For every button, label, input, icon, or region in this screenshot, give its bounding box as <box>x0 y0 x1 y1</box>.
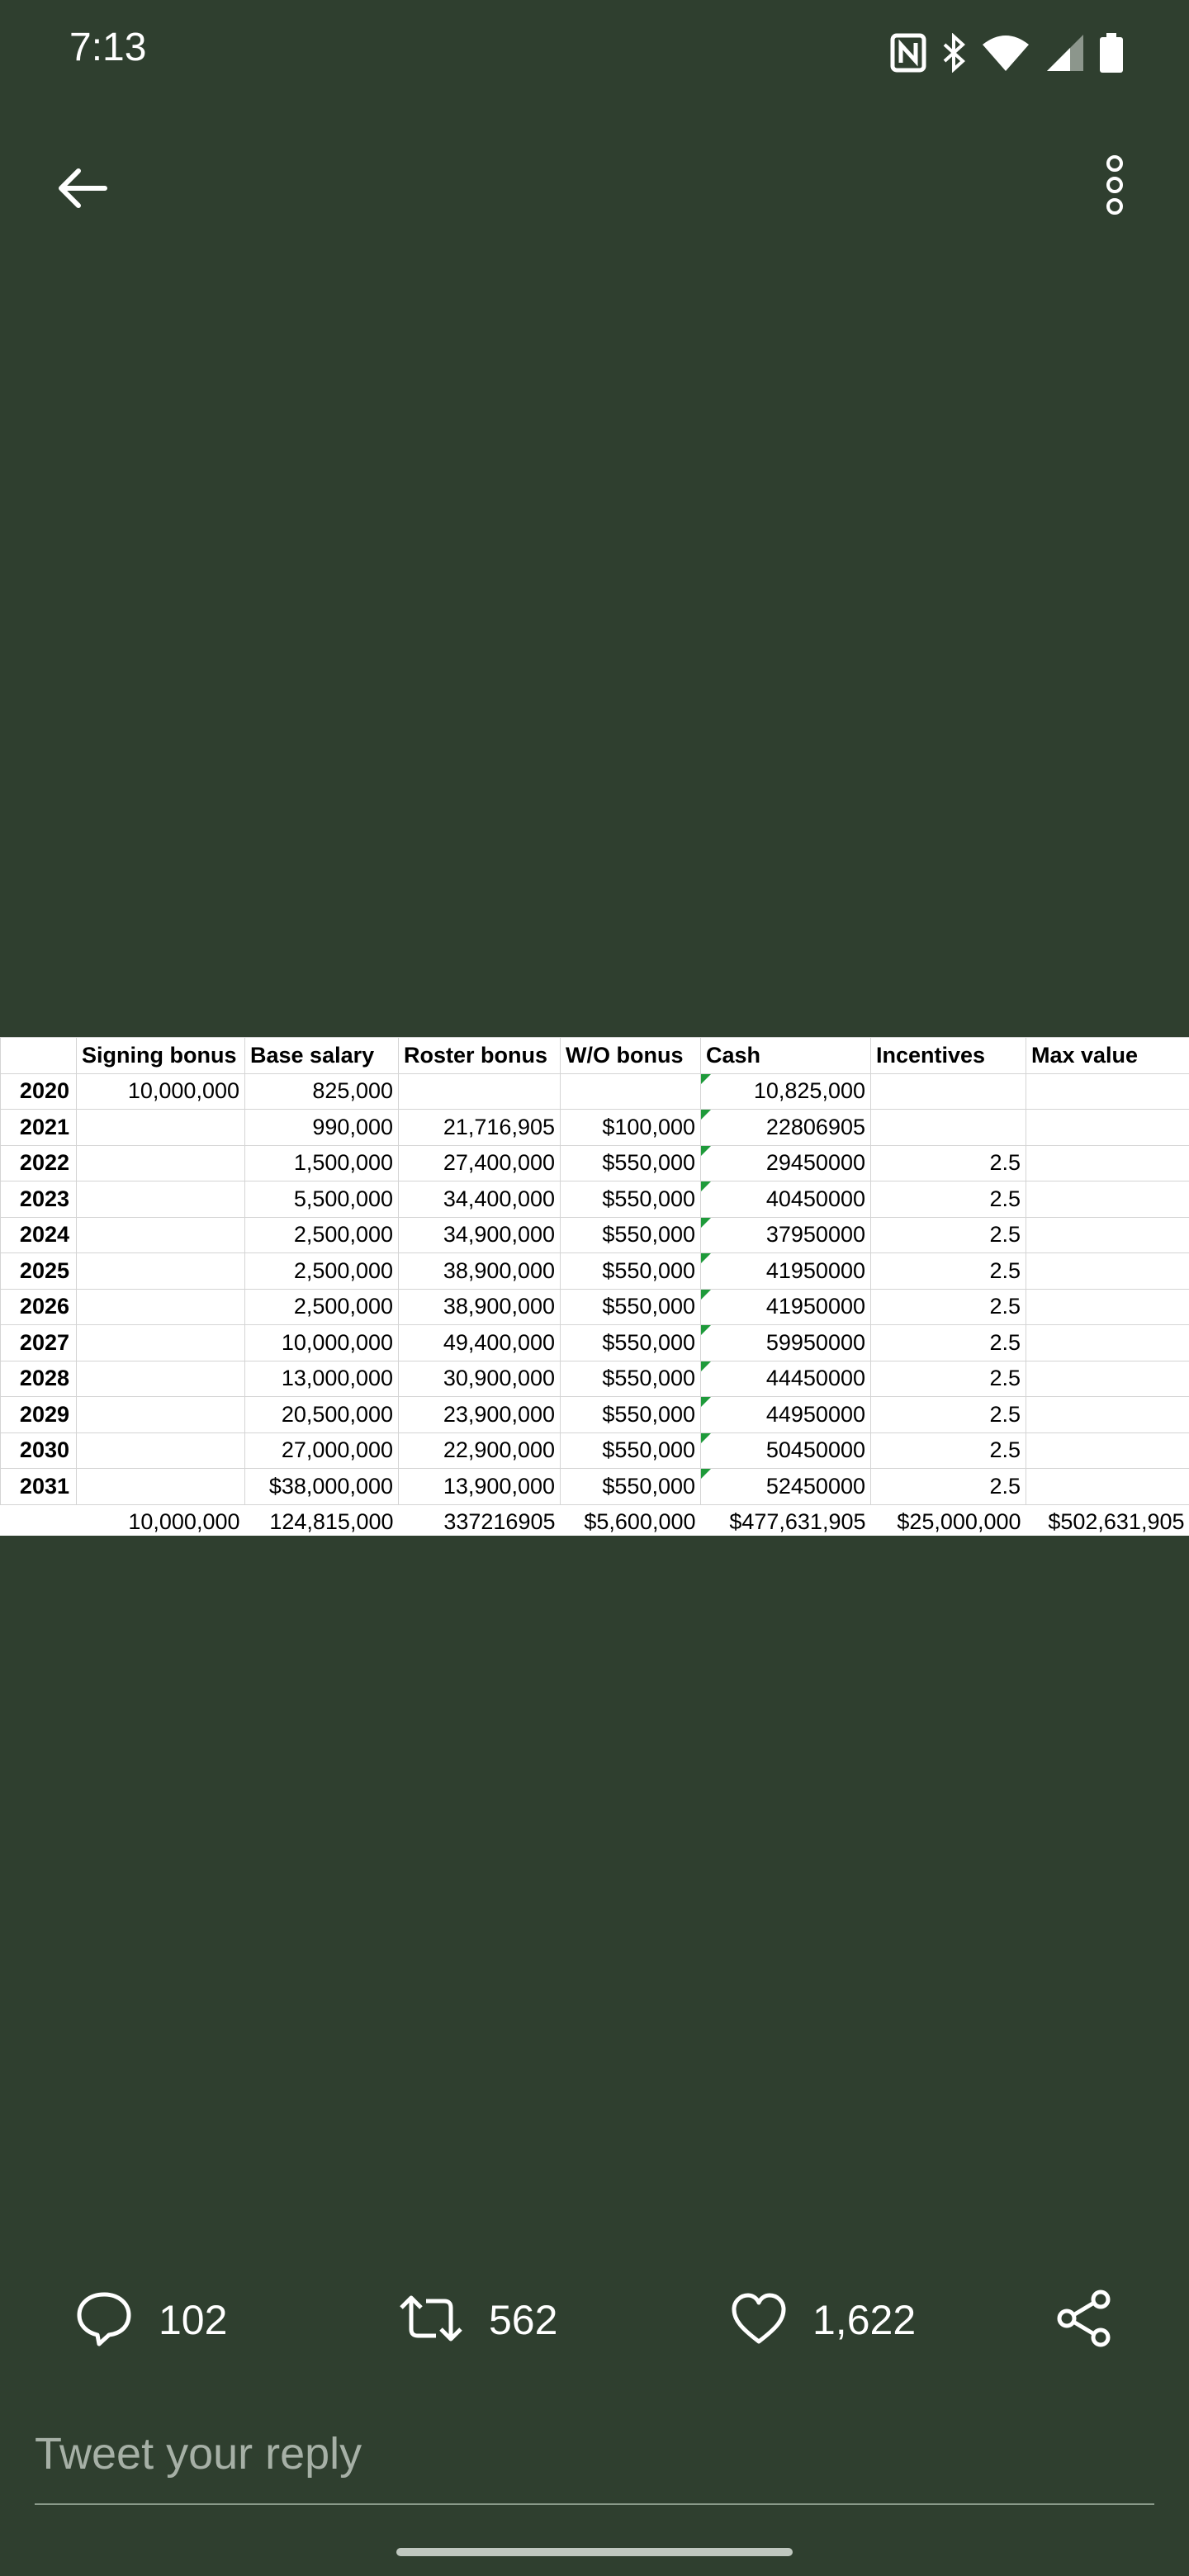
total-cell <box>1 1504 77 1536</box>
table-row <box>1 1217 1189 1253</box>
table-cell: 38,900,000 <box>399 1289 561 1325</box>
table-cell <box>1026 1145 1189 1181</box>
table-row <box>1 1325 1189 1361</box>
table-cell: 2.5 <box>871 1361 1026 1397</box>
table-cell: 21,716,905 <box>399 1110 561 1146</box>
table-cell: 13,000,000 <box>245 1361 399 1397</box>
reply-input[interactable] <box>35 2421 1154 2505</box>
table-cell <box>1026 1073 1189 1110</box>
more-vertical-icon <box>1105 154 1125 220</box>
table-row <box>1 1469 1189 1505</box>
table-cell: $550,000 <box>561 1361 701 1397</box>
table-cell: 44450000 <box>701 1361 871 1397</box>
table-cell: $550,000 <box>561 1397 701 1433</box>
back-button[interactable] <box>50 157 116 223</box>
total-cell: $477,631,905 <box>701 1504 871 1536</box>
table-cell <box>871 1073 1026 1110</box>
arrow-left-icon <box>57 168 108 213</box>
table-cell: 5,500,000 <box>245 1181 399 1218</box>
table-row <box>1 1397 1189 1433</box>
table-cell: $550,000 <box>561 1253 701 1290</box>
table-cell: 825,000 <box>245 1073 399 1110</box>
table-cell: 1,500,000 <box>245 1145 399 1181</box>
table-row <box>1 1073 1189 1110</box>
table-row <box>1 1253 1189 1290</box>
reply-placeholder: Tweet your reply <box>35 2429 362 2479</box>
year-cell: 2029 <box>1 1397 77 1433</box>
contract-table <box>0 1037 1189 1536</box>
year-cell: 2026 <box>1 1289 77 1325</box>
total-cell: $25,000,000 <box>871 1504 1026 1536</box>
table-cell: 52450000 <box>701 1469 871 1505</box>
table-row <box>1 1361 1189 1397</box>
table-cell: 49,400,000 <box>399 1325 561 1361</box>
table-cell: 2,500,000 <box>245 1217 399 1253</box>
table-row <box>1 1110 1189 1146</box>
like-button[interactable] <box>730 2279 916 2361</box>
table-row <box>1 1145 1189 1181</box>
heart-icon <box>730 2292 788 2349</box>
table-cell: 20,500,000 <box>245 1397 399 1433</box>
like-count: 1,622 <box>812 2297 917 2343</box>
table-cell <box>561 1073 701 1110</box>
header-cell: Signing bonus <box>77 1038 245 1074</box>
wifi-icon <box>981 33 1030 73</box>
table-cell: 34,400,000 <box>399 1181 561 1218</box>
status-bar <box>0 0 1189 99</box>
table-cell: 38,900,000 <box>399 1253 561 1290</box>
table-cell <box>1026 1181 1189 1218</box>
header-cell: W/O bonus <box>561 1038 701 1074</box>
header-cell: Cash <box>701 1038 871 1074</box>
table-cell <box>1026 1110 1189 1146</box>
table-cell: $550,000 <box>561 1181 701 1218</box>
table-cell: 41950000 <box>701 1253 871 1290</box>
table-cell: 10,000,000 <box>77 1073 245 1110</box>
more-options-button[interactable] <box>1082 154 1148 220</box>
table-cell: 41950000 <box>701 1289 871 1325</box>
table-cell <box>77 1217 245 1253</box>
table-cell: $550,000 <box>561 1469 701 1505</box>
table-cell: $550,000 <box>561 1289 701 1325</box>
table-cell: 22806905 <box>701 1110 871 1146</box>
table-cell: 2.5 <box>871 1397 1026 1433</box>
table-row <box>1 1181 1189 1218</box>
table-cell <box>77 1181 245 1218</box>
reply-count: 102 <box>159 2297 228 2343</box>
table-cell <box>77 1397 245 1433</box>
year-cell: 2025 <box>1 1253 77 1290</box>
total-cell: $502,631,905 <box>1026 1504 1189 1536</box>
retweet-button[interactable] <box>398 2279 557 2361</box>
table-cell: 2.5 <box>871 1325 1026 1361</box>
home-indicator[interactable] <box>396 2548 793 2556</box>
table-cell: 2.5 <box>871 1217 1026 1253</box>
year-cell: 2024 <box>1 1217 77 1253</box>
table-cell: 13,900,000 <box>399 1469 561 1505</box>
table-row <box>1 1289 1189 1325</box>
table-cell <box>77 1145 245 1181</box>
table-cell <box>1026 1469 1189 1505</box>
table-cell: $550,000 <box>561 1217 701 1253</box>
table-cell: $550,000 <box>561 1432 701 1469</box>
header-cell: Base salary <box>245 1038 399 1074</box>
retweet-count: 562 <box>489 2297 558 2343</box>
total-cell: 124,815,000 <box>245 1504 399 1536</box>
total-cell: 10,000,000 <box>77 1504 245 1536</box>
share-icon <box>1055 2290 1113 2351</box>
table-cell <box>871 1110 1026 1146</box>
table-cell <box>1026 1397 1189 1433</box>
table-cell: 40450000 <box>701 1181 871 1218</box>
table-cell: 2.5 <box>871 1253 1026 1290</box>
table-cell: 2.5 <box>871 1145 1026 1181</box>
table-cell: 2,500,000 <box>245 1253 399 1290</box>
table-cell <box>77 1325 245 1361</box>
comment-icon <box>74 2290 134 2351</box>
table-cell <box>77 1469 245 1505</box>
table-cell: 2.5 <box>871 1289 1026 1325</box>
table-cell: 37950000 <box>701 1217 871 1253</box>
bluetooth-icon <box>941 33 966 73</box>
table-header-row <box>1 1038 1189 1074</box>
table-cell <box>77 1289 245 1325</box>
table-cell: 10,825,000 <box>701 1073 871 1110</box>
reply-button[interactable] <box>74 2279 227 2361</box>
year-cell: 2020 <box>1 1073 77 1110</box>
table-cell <box>399 1073 561 1110</box>
table-cell: 30,900,000 <box>399 1361 561 1397</box>
table-cell <box>1026 1289 1189 1325</box>
table-cell: 2.5 <box>871 1432 1026 1469</box>
table-cell: 2.5 <box>871 1181 1026 1218</box>
battery-icon <box>1100 33 1123 73</box>
table-cell: $550,000 <box>561 1325 701 1361</box>
table-cell: 10,000,000 <box>245 1325 399 1361</box>
year-cell: 2027 <box>1 1325 77 1361</box>
retweet-icon <box>398 2293 464 2348</box>
table-cell: 23,900,000 <box>399 1397 561 1433</box>
year-cell: 2030 <box>1 1432 77 1469</box>
header-cell: Max value <box>1026 1038 1189 1074</box>
year-cell: 2023 <box>1 1181 77 1218</box>
table-cell: 27,000,000 <box>245 1432 399 1469</box>
signal-icon <box>1045 33 1085 73</box>
table-cell <box>1026 1432 1189 1469</box>
table-row <box>1 1432 1189 1469</box>
table-cell <box>1026 1325 1189 1361</box>
year-cell: 2031 <box>1 1469 77 1505</box>
table-cell <box>1026 1361 1189 1397</box>
year-cell: 2021 <box>1 1110 77 1146</box>
spreadsheet-image[interactable] <box>0 1037 1189 1536</box>
year-cell: 2028 <box>1 1361 77 1397</box>
table-cell <box>77 1110 245 1146</box>
table-cell: 990,000 <box>245 1110 399 1146</box>
share-button[interactable] <box>1055 2279 1113 2361</box>
table-cell <box>1026 1217 1189 1253</box>
table-cell: $38,000,000 <box>245 1469 399 1505</box>
totals-row <box>1 1504 1189 1536</box>
table-cell: 2,500,000 <box>245 1289 399 1325</box>
nfc-icon <box>890 33 926 73</box>
total-cell: $5,600,000 <box>561 1504 701 1536</box>
year-cell: 2022 <box>1 1145 77 1181</box>
table-cell: $100,000 <box>561 1110 701 1146</box>
table-cell <box>77 1361 245 1397</box>
table-cell: 2.5 <box>871 1469 1026 1505</box>
table-cell: 34,900,000 <box>399 1217 561 1253</box>
table-cell: 29450000 <box>701 1145 871 1181</box>
table-cell <box>77 1432 245 1469</box>
table-cell: $550,000 <box>561 1145 701 1181</box>
tweet-actions <box>0 2279 1189 2361</box>
header-cell: Incentives <box>871 1038 1026 1074</box>
status-time: 7:13 <box>69 26 147 69</box>
table-cell: 22,900,000 <box>399 1432 561 1469</box>
table-cell: 59950000 <box>701 1325 871 1361</box>
total-cell: 337216905 <box>399 1504 561 1536</box>
table-cell: 27,400,000 <box>399 1145 561 1181</box>
table-cell: 50450000 <box>701 1432 871 1469</box>
header-cell <box>1 1038 77 1074</box>
status-icons <box>890 28 1123 78</box>
table-cell <box>77 1253 245 1290</box>
table-cell <box>1026 1253 1189 1290</box>
table-cell: 44950000 <box>701 1397 871 1433</box>
header-cell: Roster bonus <box>399 1038 561 1074</box>
